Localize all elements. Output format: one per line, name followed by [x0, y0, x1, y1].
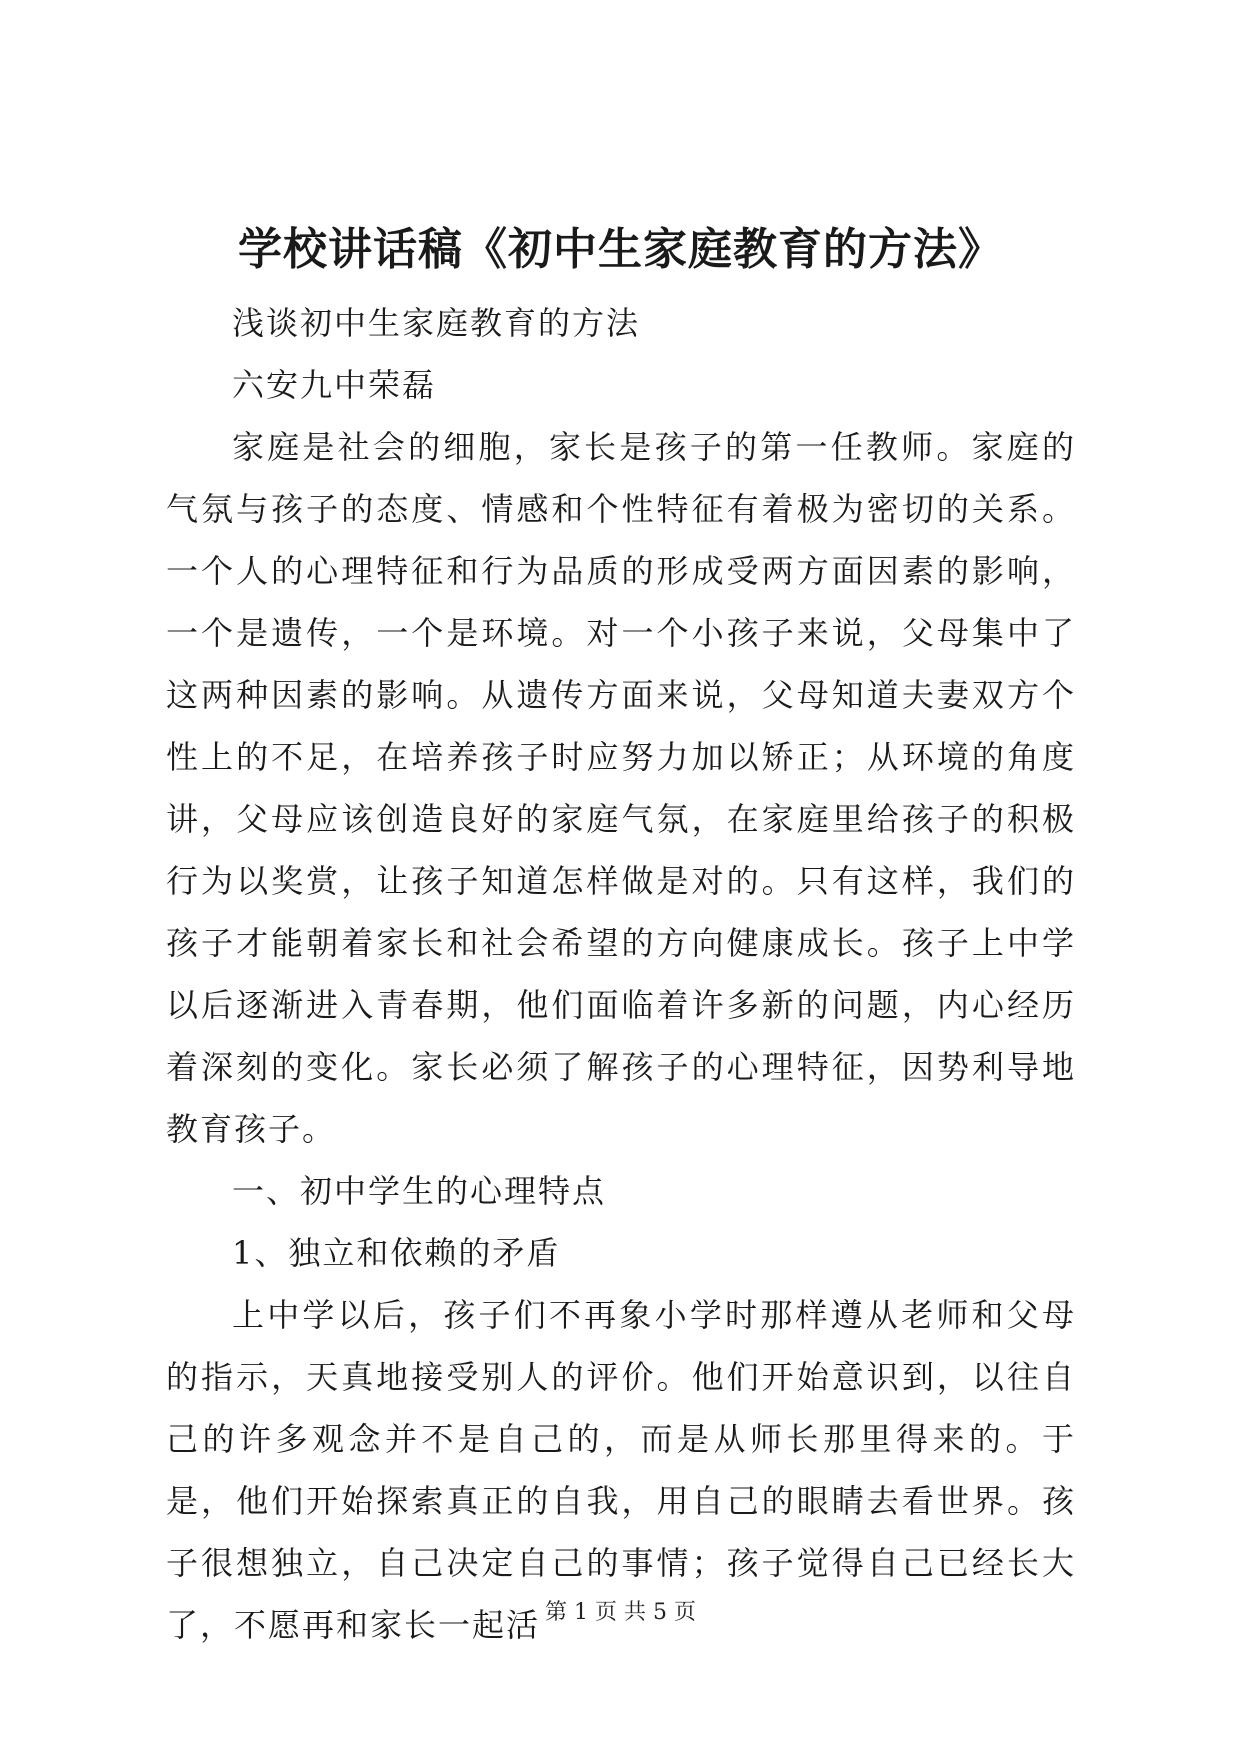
page-number-footer: 第 1 页 共 5 页 — [545, 1600, 696, 1625]
section-heading: 一、初中学生的心理特点 — [232, 1172, 607, 1210]
body-paragraph: 家庭是社会的细胞，家长是孩子的第一任教师。家庭的气氛与孩子的态度、情感和个性特征有着极为密切的关系。一个人的心理特征和行为品质的形成受两方面因素的影响，一个是遗传，一个是环境。对一个小孩子来说，父母集中了这两种因素的影响。从遗传方面来说，父母知道夫妻双方个性上的不足，在培养孩子时应努力加以矫正；从环境的角度讲，父母应该创造良好的家庭气氛，在家庭里给孩子的积极行为以奖赏，让孩子知道怎样做是对的。只有这样，我们的孩子才能朝着家长和社会希望的方向健康成长。孩子上中学以后逐渐进入青春期，他们面临着许多新的问题，内心经历着深刻的变化。家长必须了解孩子的心理特征，因势利导地教育孩子。 — [166, 428, 1076, 1148]
document-body — [166, 292, 1076, 1656]
body-paragraph: 上中学以后，孩子们不再象小学时那样遵从老师和父母的指示，天真地接受别人的评价。他们开始意识到，以往自己的许多观念并不是自己的，而是从师长那里得来的。于是，他们开始探索真正的自我，用自己的眼睛去看世界。孩子很想独立，自己决定自己的事情；孩子觉得自己已经长大了，不愿再和家长一起活 — [166, 1296, 1076, 1644]
subsection-heading: 1、独立和依赖的矛盾 — [232, 1234, 561, 1272]
author-paragraph: 六安九中荣磊 — [232, 366, 437, 404]
subtitle-paragraph: 浅谈初中生家庭教育的方法 — [232, 304, 641, 342]
document-title: 学校讲话稿《初中生家庭教育的方法》 — [238, 224, 1003, 275]
